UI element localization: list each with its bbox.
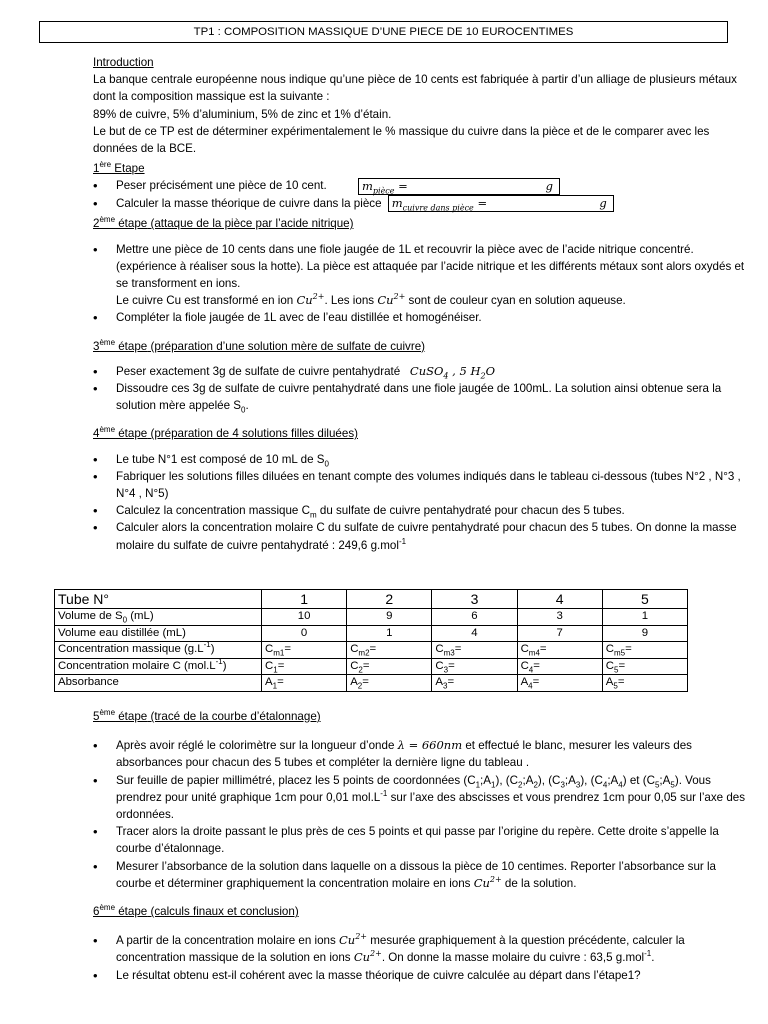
table-header-tube: 1 (262, 590, 347, 609)
intro-paragraph-2: 89% de cuivre, 5% d’aluminium, 5% de zinc et 1% d’étain. (93, 107, 392, 121)
table-cell: 1 (602, 609, 687, 626)
table-header-tube: 5 (602, 590, 687, 609)
table-row-label: Volume eau distillée (mL) (55, 625, 262, 642)
table-cell: $C_3=$ (432, 658, 517, 675)
table-cell: 4 (432, 625, 517, 642)
table-cell: 1 (347, 625, 432, 642)
table-cell: $A_4=$ (517, 675, 602, 692)
table-cell: $A_3=$ (432, 675, 517, 692)
step1-heading: 1ère Etape (93, 160, 145, 176)
step4-bullet-1: • Le tube N°1 est composé de 10 mL de $S_0$ (93, 451, 753, 468)
table-cell: $C_4=$ (517, 658, 602, 675)
step6-bullet-1: • A partir de la concentration molaire en ions $Cu^{2+}$ mesurée graphiquement à la question précédente, calculer la concentration massique de la solution en ions $Cu^{2+}$. On donne la masse molaire du cuivre : 63,5 g.mol$^{-1}$. (93, 932, 753, 966)
step6-heading: 6ème étape (calculs finaux et conclusion) (93, 903, 299, 919)
lower-content (93, 708, 753, 984)
table-row-volume-s0 (55, 609, 688, 626)
intro-heading: Introduction (93, 56, 154, 69)
copper-sulfate-formula: CuSO$_4$ , 5 $H_2O$ (409, 363, 496, 381)
step3-heading: 3ème étape (préparation d’une solution mère de sulfate de cuivre) (93, 337, 426, 353)
step3-bullet-1: • Peser exactement 3g de sulfate de cuivre pentahydraté CuSO$_4$ , 5 $H_2O$ (93, 363, 753, 380)
table-cell: 0 (262, 625, 347, 642)
table-header-tube: 2 (347, 590, 432, 609)
table-cell: $C_{m2}=$ (347, 642, 432, 659)
table-cell: $A_2=$ (347, 675, 432, 692)
step2-bullet-2: • Compléter la fiole jaugée de 1L avec de l’eau distillée et homogénéiser. (93, 309, 753, 326)
table-row-label: Concentration molaire C $(mol.L^{-1})$ (55, 658, 262, 675)
table-cell: $A_5=$ (602, 675, 687, 692)
table-cell: 9 (602, 625, 687, 642)
table-cell: $C_{m1}=$ (262, 642, 347, 659)
table-row-mass-concentration (55, 642, 688, 659)
table-row-label: Volume de $S_0$ (mL) (55, 609, 262, 626)
table-row-volume-water (55, 625, 688, 642)
document-title: TP1 : COMPOSITION MASSIQUE D’UNE PIECE DE 10 EUROCENTIMES (39, 21, 728, 43)
table-row-molar-concentration (55, 658, 688, 675)
table-cell: $C_1=$ (262, 658, 347, 675)
step5-heading: 5ème étape (tracé de la courbe d’étalonnage) (93, 708, 321, 723)
table-cell: $C_{m4}=$ (517, 642, 602, 659)
table-row-label: Absorbance (55, 675, 262, 692)
tubes-table (54, 589, 688, 692)
mass-copper-box: $m_{cuivre dans pièce}$ = g (388, 195, 614, 212)
step4-heading: 4ème étape (préparation de 4 solutions filles diluées) (93, 425, 358, 441)
table-cell: $C_{m5}=$ (602, 642, 687, 659)
table-cell: $A_1=$ (262, 675, 347, 692)
table-cell: $C_{m3}=$ (432, 642, 517, 659)
table-row-absorbance (55, 675, 688, 692)
step4-bullet-2: • Fabriquer les solutions filles diluées en tenant compte des volumes indiqués dans le tableau ci-dessous (tubes N°2 , N°3 , N°4 , N°5) (93, 468, 753, 502)
step1-bullet-1: • Peser précisément une pièce de 10 cent. $m_{pièce}$ = g (93, 177, 753, 194)
table-cell: 3 (517, 609, 602, 626)
step4-bullet-4: • Calculer alors la concentration molaire C du sulfate de cuivre pentahydraté pour chacun des 5 tubes. On donne la masse molaire du sulfate de cuivre pentahydraté : 249,6 g.mol$^{-1}$ (93, 519, 753, 553)
table-header-tube: 3 (432, 590, 517, 609)
step5-bullet-2: • Sur feuille de papier millimétré, placez les 5 points de coordonnées $(C_1;A_1)$, $(C_2;A_2)$, $(C_3;A_3)$, $(C_4;A_4)$ et $(C_5;A_5)$. Vous prendrez pour unité graphique 1cm pour 0,01 $mol.L^{-1}$ sur l’axe des abscisses et vous prendrez 1cm pour 0,05 sur l’axe des ordonnées. (93, 772, 753, 824)
step3-bullet-2: • Dissoudre ces 3g de sulfate de cuivre pentahydraté dans une fiole jaugée de 100mL. La solution ainsi obtenue sera la solution mère appelée $S_0$. (93, 380, 753, 414)
step5-bullet-1: • Après avoir réglé le colorimètre sur la longueur d’onde λ = 660nm et effectué le blanc, mesurer les valeurs des absorbances pour chacun des 5 tubes et compléter la dernière ligne du tableau . (93, 737, 753, 771)
step4-bullet-3: • Calculez la concentration massique $C_m$ du sulfate de cuivre pentahydraté pour chacun des 5 tubes. (93, 502, 753, 519)
step2-bullet-1: • Mettre une pièce de 10 cents dans une fiole jaugée de 1L et recouvrir la pièce avec de l’acide nitrique concentré. (expérience à réaliser sous la hotte). La pièce est attaquée par l’acide nitrique et les différents métaux sont alors oxydés et se transforment en ions. Le cuivre Cu est transformé en ion $Cu^{2+}$. Les ions $Cu^{2+}$ sont de couleur cyan en solution aqueuse. (93, 241, 753, 310)
step5-bullet-3: • Tracer alors la droite passant le plus près de ces 5 points et qui passe par l’origine du repère. Cette droite s’appelle la courbe d’étalonnage. (93, 823, 753, 857)
table-header-label: Tube N° (55, 590, 262, 609)
step5-bullet-4: • Mesurer l’absorbance de la solution dans laquelle on a dissous la pièce de 10 centimes. Reporter l’absorbance sur la courbe et déterminer graphiquement la concentration molaire en ions $Cu^{2+}$ de la solution. (93, 858, 753, 892)
table-cell: 10 (262, 609, 347, 626)
table-row-header (55, 590, 688, 609)
table-cell: 9 (347, 609, 432, 626)
step6-bullet-2: • Le résultat obtenu est-il cohérent avec la masse théorique de cuivre calculée au départ dans l’étape1? (93, 967, 753, 984)
step2-heading: 2ème étape (attaque de la pièce par l’acide nitrique) (93, 215, 354, 231)
main-content (93, 54, 753, 554)
table-cell: $C_5=$ (602, 658, 687, 675)
intro-paragraph-1: La banque centrale européenne nous indique qu’une pièce de 10 cents est fabriquée à partir d’un alliage de plusieurs métaux dont la composition massique est la suivante : (93, 73, 737, 104)
table-row-label: Concentration massique $(g.L^{-1})$ (55, 642, 262, 659)
intro-paragraph-3: Le but de ce TP est de déterminer expérimentalement le % massique du cuivre dans la pièce et de le comparer avec les données de la BCE. (93, 124, 710, 156)
table-cell: $C_2=$ (347, 658, 432, 675)
mass-piece-box: $m_{pièce}$ = g (358, 178, 560, 195)
step1-bullet-2: • Calculer la masse théorique de cuivre dans la pièce $m_{cuivre dans pièce}$ = g (93, 195, 753, 212)
table-cell: 6 (432, 609, 517, 626)
table-cell: 7 (517, 625, 602, 642)
table-header-tube: 4 (517, 590, 602, 609)
